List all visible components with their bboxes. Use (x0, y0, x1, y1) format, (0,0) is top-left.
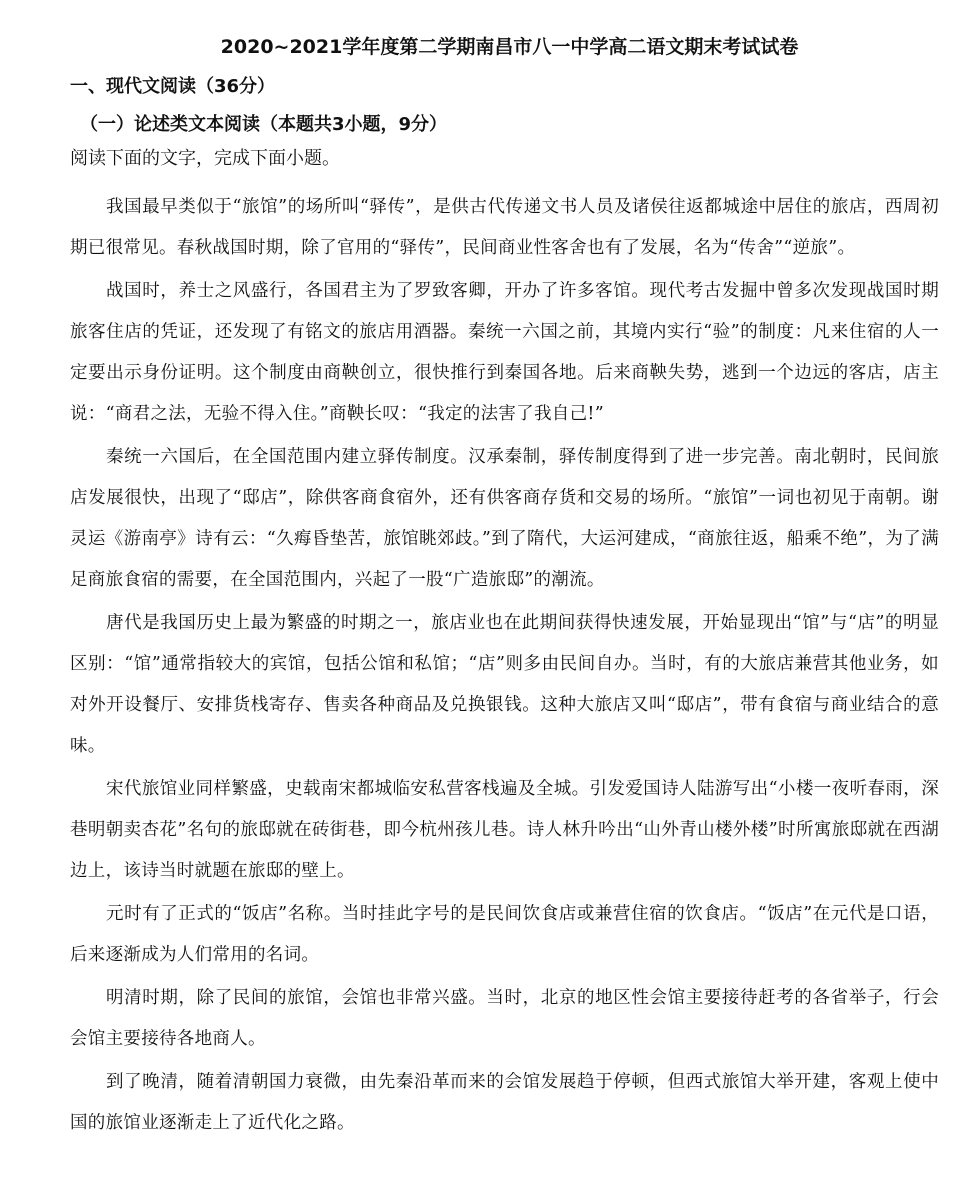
passage-paragraph: 唐代是我国历史上最为繁盛的时期之一，旅店业也在此期间获得快速发展，开始显现出“馆”与“店”的明显区别：“馆”通常指较大的宾馆，包括公馆和私馆；“店”则多由民间自办。当时，有的大旅店兼营其他业务，如对外开设餐厅、安排货栈寄存、售卖各种商品及兑换银钱。这种大旅店又叫“邸店”，带有食宿与商业结合的意味。 (70, 613, 939, 756)
passage-paragraph: 秦统一六国后，在全国范围内建立驿传制度。汉承秦制，驿传制度得到了进一步完善。南北朝时，民间旅店发展很快，出现了“邸店”，除供客商食宿外，还有供客商存货和交易的场所。“旅馆”一词也初见于南朝。谢灵运《游南亭》诗有云：“久痗昏垫苦，旅馆眺郊歧。”到了隋代，大运河建成，“商旅往返，船乘不绝”，为了满足商旅食宿的需要，在全国范围内，兴起了一股“广造旅邸”的潮流。 (70, 447, 939, 590)
passage-paragraph: 战国时，养士之风盛行，各国君主为了罗致客卿，开办了许多客馆。现代考古发掘中曾多次发现战国时期旅客住店的凭证，还发现了有铭文的旅店用酒器。秦统一六国之前，其境内实行“验”的制度：凡来住宿的人一定要出示身份证明。这个制度由商鞅创立，很快推行到秦国各地。后来商鞅失势，逃到一个边远的客店，店主说：“商君之法，无验不得入住。”商鞅长叹：“我定的法害了我自己!” (70, 281, 939, 424)
reading-instruction: 阅读下面的文字，完成下面小题。 (70, 148, 340, 169)
passage-paragraph: 明清时期，除了民间的旅馆，会馆也非常兴盛。当时，北京的地区性会馆主要接待赶考的各省举子，行会会馆主要接待各地商人。 (70, 988, 939, 1049)
reading-passage (70, 187, 939, 1144)
passage-paragraph: 元时有了正式的“饭店”名称。当时挂此字号的是民间饮食店或兼营住宿的饮食店。“饭店”在元代是口语，后来逐渐成为人们常用的名词。 (70, 904, 939, 965)
subsection-heading: （一）论述类文本阅读（本题共3小题，9分） (80, 114, 448, 135)
passage-paragraph: 我国最早类似于“旅馆”的场所叫“驿传”，是供古代传递文书人员及诸侯往返都城途中居住的旅店，西周初期已很常见。春秋战国时期，除了官用的“驿传”，民间商业性客舍也有了发展，名为“传舍”“逆旅”。 (70, 197, 939, 258)
section-heading: 一、现代文阅读（36分） (70, 76, 276, 97)
passage-paragraph: 到了晚清，随着清朝国力衰微，由先秦沿革而来的会馆发展趋于停顿，但西式旅馆大举开建，客观上使中国的旅馆业逐渐走上了近代化之路。 (70, 1072, 939, 1133)
passage-paragraph: 宋代旅馆业同样繁盛，史载南宋都城临安私营客栈遍及全城。引发爱国诗人陆游写出“小楼一夜听春雨，深巷明朝卖杏花”名句的旅邸就在砖街巷，即今杭州孩儿巷。诗人林升吟出“山外青山楼外楼”时所寓旅邸就在西湖边上，该诗当时就题在旅邸的壁上。 (70, 779, 939, 881)
exam-title: 2020~2021学年度第二学期南昌市八一中学高二语文期末考试试卷 (220, 36, 799, 58)
